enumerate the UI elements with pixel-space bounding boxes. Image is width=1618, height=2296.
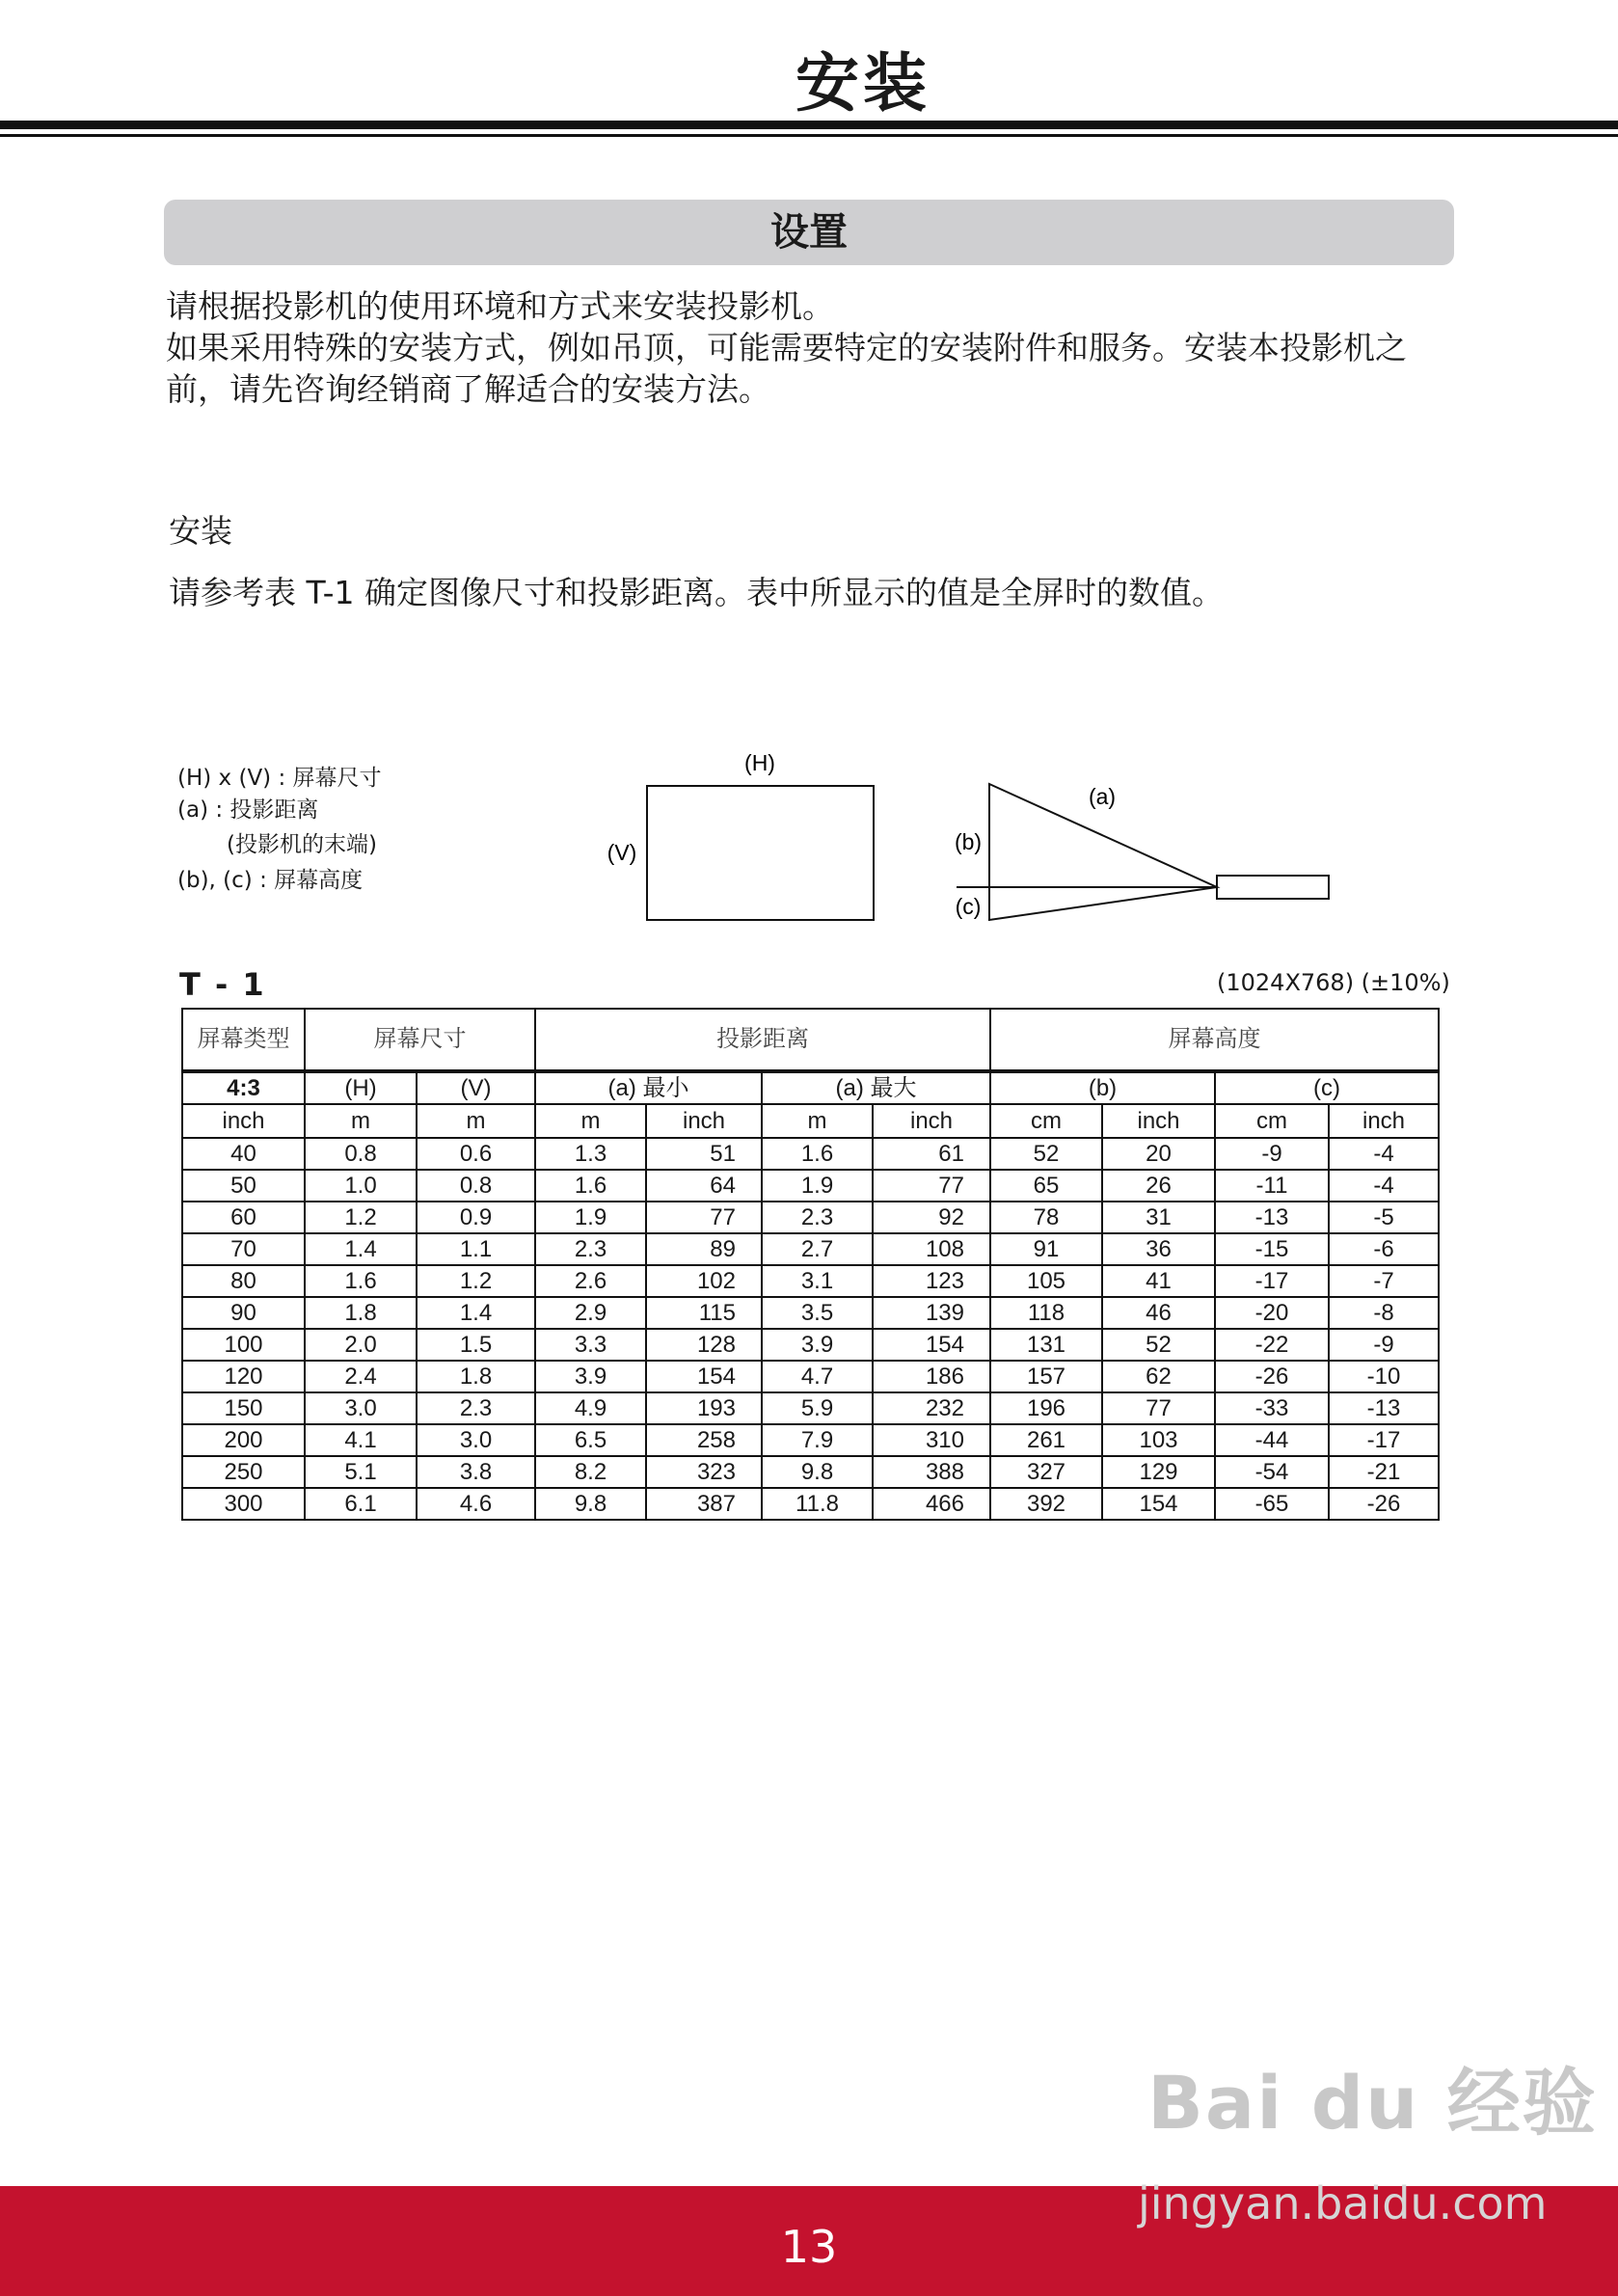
table-cell: 31 xyxy=(1102,1202,1215,1233)
table-cell: 0.8 xyxy=(417,1170,535,1202)
table-cell: 310 xyxy=(873,1424,990,1456)
table-cell: 2.6 xyxy=(535,1265,646,1297)
table-cell: 2.3 xyxy=(535,1233,646,1265)
table-cell: 154 xyxy=(646,1361,762,1392)
table-cell: -5 xyxy=(1329,1202,1439,1233)
table-cell: 0.8 xyxy=(305,1138,417,1170)
table-cell: 3.5 xyxy=(762,1297,873,1329)
page-title: 安装 xyxy=(796,46,930,121)
table-cell: -21 xyxy=(1329,1456,1439,1488)
table-cell: 20 xyxy=(1102,1138,1215,1170)
table-cell: 186 xyxy=(873,1361,990,1392)
unit-cell: inch xyxy=(1329,1104,1439,1138)
table-cell: -44 xyxy=(1215,1424,1329,1456)
table-row xyxy=(182,1170,1439,1202)
table-cell: 139 xyxy=(873,1297,990,1329)
table-cell: 89 xyxy=(646,1233,762,1265)
table-cell: 1.9 xyxy=(535,1202,646,1233)
table-cell: 92 xyxy=(873,1202,990,1233)
unit-cell: m xyxy=(417,1104,535,1138)
table-row xyxy=(182,1138,1439,1170)
table-cell: 1.2 xyxy=(305,1202,417,1233)
header-aspect: 4:3 xyxy=(182,1071,305,1104)
intro-line-2: 如果采用特殊的安装方式，例如吊顶，可能需要特定的安装附件和服务。安装本投影机之前，请先咨询经销商了解适合的安装方法。 xyxy=(166,329,1407,408)
table-row xyxy=(182,1456,1439,1488)
table-cell: -4 xyxy=(1329,1170,1439,1202)
table-cell: 1.1 xyxy=(417,1233,535,1265)
table-cell: 3.9 xyxy=(535,1361,646,1392)
table-row xyxy=(182,1329,1439,1361)
table-cell: 392 xyxy=(990,1488,1102,1520)
table-cell: 6.1 xyxy=(305,1488,417,1520)
table-cell: 77 xyxy=(646,1202,762,1233)
table-cell: 70 xyxy=(182,1233,305,1265)
table-cell: 102 xyxy=(646,1265,762,1297)
table-cell: 103 xyxy=(1102,1424,1215,1456)
table-cell: 1.6 xyxy=(305,1265,417,1297)
table-cell: 65 xyxy=(990,1170,1102,1202)
header-screen-size: 屏幕尺寸 xyxy=(305,1009,535,1071)
watermark-logo: Bai du 经验 xyxy=(1147,2060,1598,2146)
table-cell: -7 xyxy=(1329,1265,1439,1297)
header-h: (H) xyxy=(305,1071,417,1104)
table-row xyxy=(182,1392,1439,1424)
table-cell: 2.3 xyxy=(762,1202,873,1233)
table-cell: 387 xyxy=(646,1488,762,1520)
table-cell: 78 xyxy=(990,1202,1102,1233)
table-cell: 3.8 xyxy=(417,1456,535,1488)
header-rule-thick xyxy=(0,121,1618,129)
diagram-a-label: (a) xyxy=(1088,784,1117,809)
table-cell: 2.0 xyxy=(305,1329,417,1361)
projection-table xyxy=(181,1008,1440,1521)
table-cell: 26 xyxy=(1102,1170,1215,1202)
table-header-row-1 xyxy=(182,1009,1439,1071)
header-b: (b) xyxy=(990,1071,1215,1104)
header-a-min: (a) 最小 xyxy=(535,1071,762,1104)
header-a-max: (a) 最大 xyxy=(762,1071,990,1104)
table-cell: -4 xyxy=(1329,1138,1439,1170)
watermark-url: jingyan.baidu.com xyxy=(1138,2177,1548,2229)
table-cell: 466 xyxy=(873,1488,990,1520)
unit-cell: m xyxy=(535,1104,646,1138)
table-cell: 0.9 xyxy=(417,1202,535,1233)
header-c: (c) xyxy=(1215,1071,1439,1104)
table-cell: 258 xyxy=(646,1424,762,1456)
table-cell: 40 xyxy=(182,1138,305,1170)
table-cell: 52 xyxy=(990,1138,1102,1170)
header-v: (V) xyxy=(417,1071,535,1104)
table-cell: -9 xyxy=(1215,1138,1329,1170)
table-cell: 1.8 xyxy=(305,1297,417,1329)
table-cell: -9 xyxy=(1329,1329,1439,1361)
table-cell: 261 xyxy=(990,1424,1102,1456)
header-projection-distance: 投影距离 xyxy=(535,1009,990,1071)
table-cell: 7.9 xyxy=(762,1424,873,1456)
table-cell: 9.8 xyxy=(762,1456,873,1488)
table-row xyxy=(182,1424,1439,1456)
table-cell: -17 xyxy=(1215,1265,1329,1297)
unit-cell: cm xyxy=(1215,1104,1329,1138)
diagram-h-label: (H) xyxy=(744,750,775,775)
table-cell: 108 xyxy=(873,1233,990,1265)
unit-cell: m xyxy=(305,1104,417,1138)
legend-screen-size: (H) x (V) : 屏幕尺寸 xyxy=(177,766,382,791)
table-cell: 8.2 xyxy=(535,1456,646,1488)
unit-cell: inch xyxy=(646,1104,762,1138)
projection-diagram xyxy=(579,743,1350,935)
table-cell: 1.2 xyxy=(417,1265,535,1297)
table-cell: 100 xyxy=(182,1329,305,1361)
table-cell: 77 xyxy=(1102,1392,1215,1424)
table-row xyxy=(182,1488,1439,1520)
table-cell: 3.3 xyxy=(535,1329,646,1361)
table-resolution-note: (1024X768) (±10%) xyxy=(1217,969,1450,996)
table-cell: -26 xyxy=(1329,1488,1439,1520)
table-cell: 4.7 xyxy=(762,1361,873,1392)
table-cell: 5.1 xyxy=(305,1456,417,1488)
table-cell: 0.6 xyxy=(417,1138,535,1170)
table-cell: 90 xyxy=(182,1297,305,1329)
table-cell: 327 xyxy=(990,1456,1102,1488)
table-cell: 60 xyxy=(182,1202,305,1233)
table-cell: 1.8 xyxy=(417,1361,535,1392)
table-cell: 300 xyxy=(182,1488,305,1520)
table-cell: 50 xyxy=(182,1170,305,1202)
legend-height: (b), (c) : 屏幕高度 xyxy=(177,868,364,893)
table-cell: 4.1 xyxy=(305,1424,417,1456)
table-cell: -26 xyxy=(1215,1361,1329,1392)
table-cell: -65 xyxy=(1215,1488,1329,1520)
table-cell: 120 xyxy=(182,1361,305,1392)
table-cell: 323 xyxy=(646,1456,762,1488)
table-row xyxy=(182,1202,1439,1233)
table-cell: 1.4 xyxy=(305,1233,417,1265)
table-cell: -13 xyxy=(1329,1392,1439,1424)
table-cell: 5.9 xyxy=(762,1392,873,1424)
intro-line-1: 请根据投影机的使用环境和方式来安装投影机。 xyxy=(166,287,834,325)
table-cell: 3.9 xyxy=(762,1329,873,1361)
table-cell: 2.9 xyxy=(535,1297,646,1329)
table-cell: 6.5 xyxy=(535,1424,646,1456)
table-cell: -17 xyxy=(1329,1424,1439,1456)
table-cell: 1.4 xyxy=(417,1297,535,1329)
table-cell: 62 xyxy=(1102,1361,1215,1392)
header-rule-thin xyxy=(0,134,1618,137)
table-cell: 36 xyxy=(1102,1233,1215,1265)
table-cell: 2.4 xyxy=(305,1361,417,1392)
table-cell: 1.3 xyxy=(535,1138,646,1170)
diagram-v-label: (V) xyxy=(607,840,637,865)
table-cell: 154 xyxy=(873,1329,990,1361)
table-row xyxy=(182,1297,1439,1329)
table-cell: 196 xyxy=(990,1392,1102,1424)
unit-cell: m xyxy=(762,1104,873,1138)
table-cell: 1.6 xyxy=(762,1138,873,1170)
table-cell: -13 xyxy=(1215,1202,1329,1233)
table-cell: 91 xyxy=(990,1233,1102,1265)
table-cell: -33 xyxy=(1215,1392,1329,1424)
table-cell: 11.8 xyxy=(762,1488,873,1520)
table-cell: 61 xyxy=(873,1138,990,1170)
table-cell: 1.5 xyxy=(417,1329,535,1361)
table-cell: 388 xyxy=(873,1456,990,1488)
table-header-row-3 xyxy=(182,1104,1439,1138)
legend-distance: (a) : 投影距离 xyxy=(177,797,319,823)
diagram-c-label: (c) xyxy=(955,894,982,919)
table-cell: 154 xyxy=(1102,1488,1215,1520)
table-cell: 200 xyxy=(182,1424,305,1456)
table-cell: -20 xyxy=(1215,1297,1329,1329)
table-cell: 232 xyxy=(873,1392,990,1424)
install-heading: 安装 xyxy=(169,512,232,550)
unit-cell: inch xyxy=(873,1104,990,1138)
table-cell: 1.0 xyxy=(305,1170,417,1202)
table-cell: 1.6 xyxy=(535,1170,646,1202)
table-cell: 9.8 xyxy=(535,1488,646,1520)
table-cell: 77 xyxy=(873,1170,990,1202)
table-cell: -6 xyxy=(1329,1233,1439,1265)
table-cell: 157 xyxy=(990,1361,1102,1392)
table-row xyxy=(182,1361,1439,1392)
table-header-row-2 xyxy=(182,1071,1439,1104)
table-cell: 52 xyxy=(1102,1329,1215,1361)
table-cell: 41 xyxy=(1102,1265,1215,1297)
unit-cell: inch xyxy=(1102,1104,1215,1138)
table-cell: -11 xyxy=(1215,1170,1329,1202)
table-label: T - 1 xyxy=(179,966,266,1003)
screen-rectangle xyxy=(647,786,874,920)
table-cell: -54 xyxy=(1215,1456,1329,1488)
table-cell: -22 xyxy=(1215,1329,1329,1361)
table-cell: 105 xyxy=(990,1265,1102,1297)
table-cell: -10 xyxy=(1329,1361,1439,1392)
table-cell: -15 xyxy=(1215,1233,1329,1265)
header-screen-height: 屏幕高度 xyxy=(990,1009,1439,1071)
table-cell: 3.0 xyxy=(305,1392,417,1424)
table-cell: 3.1 xyxy=(762,1265,873,1297)
table-cell: 150 xyxy=(182,1392,305,1424)
table-cell: 2.7 xyxy=(762,1233,873,1265)
install-text: 请参考表 T-1 确定图像尺寸和投影距离。表中所显示的值是全屏时的数值。 xyxy=(169,574,1225,611)
table-cell: 193 xyxy=(646,1392,762,1424)
table-cell: 46 xyxy=(1102,1297,1215,1329)
table-cell: 250 xyxy=(182,1456,305,1488)
table-body xyxy=(182,1138,1439,1520)
table-cell: 51 xyxy=(646,1138,762,1170)
table-cell: 4.6 xyxy=(417,1488,535,1520)
table-row xyxy=(182,1265,1439,1297)
section-title: 设置 xyxy=(770,210,848,255)
unit-cell: cm xyxy=(990,1104,1102,1138)
diagram-b-label: (b) xyxy=(954,829,983,854)
table-cell: 4.9 xyxy=(535,1392,646,1424)
table-cell: 128 xyxy=(646,1329,762,1361)
table-cell: 129 xyxy=(1102,1456,1215,1488)
projector-shape xyxy=(1217,876,1329,899)
table-cell: 3.0 xyxy=(417,1424,535,1456)
table-cell: 118 xyxy=(990,1297,1102,1329)
table-cell: 64 xyxy=(646,1170,762,1202)
legend-distance-note: (投影机的末端) xyxy=(227,832,377,857)
table-cell: 2.3 xyxy=(417,1392,535,1424)
table-cell: 80 xyxy=(182,1265,305,1297)
page-number: 13 xyxy=(780,2221,838,2273)
table-cell: 115 xyxy=(646,1297,762,1329)
table-row xyxy=(182,1233,1439,1265)
unit-cell: inch xyxy=(182,1104,305,1138)
table-cell: -8 xyxy=(1329,1297,1439,1329)
table-cell: 131 xyxy=(990,1329,1102,1361)
table-cell: 1.9 xyxy=(762,1170,873,1202)
header-screen-type: 屏幕类型 xyxy=(182,1009,305,1071)
table-cell: 123 xyxy=(873,1265,990,1297)
